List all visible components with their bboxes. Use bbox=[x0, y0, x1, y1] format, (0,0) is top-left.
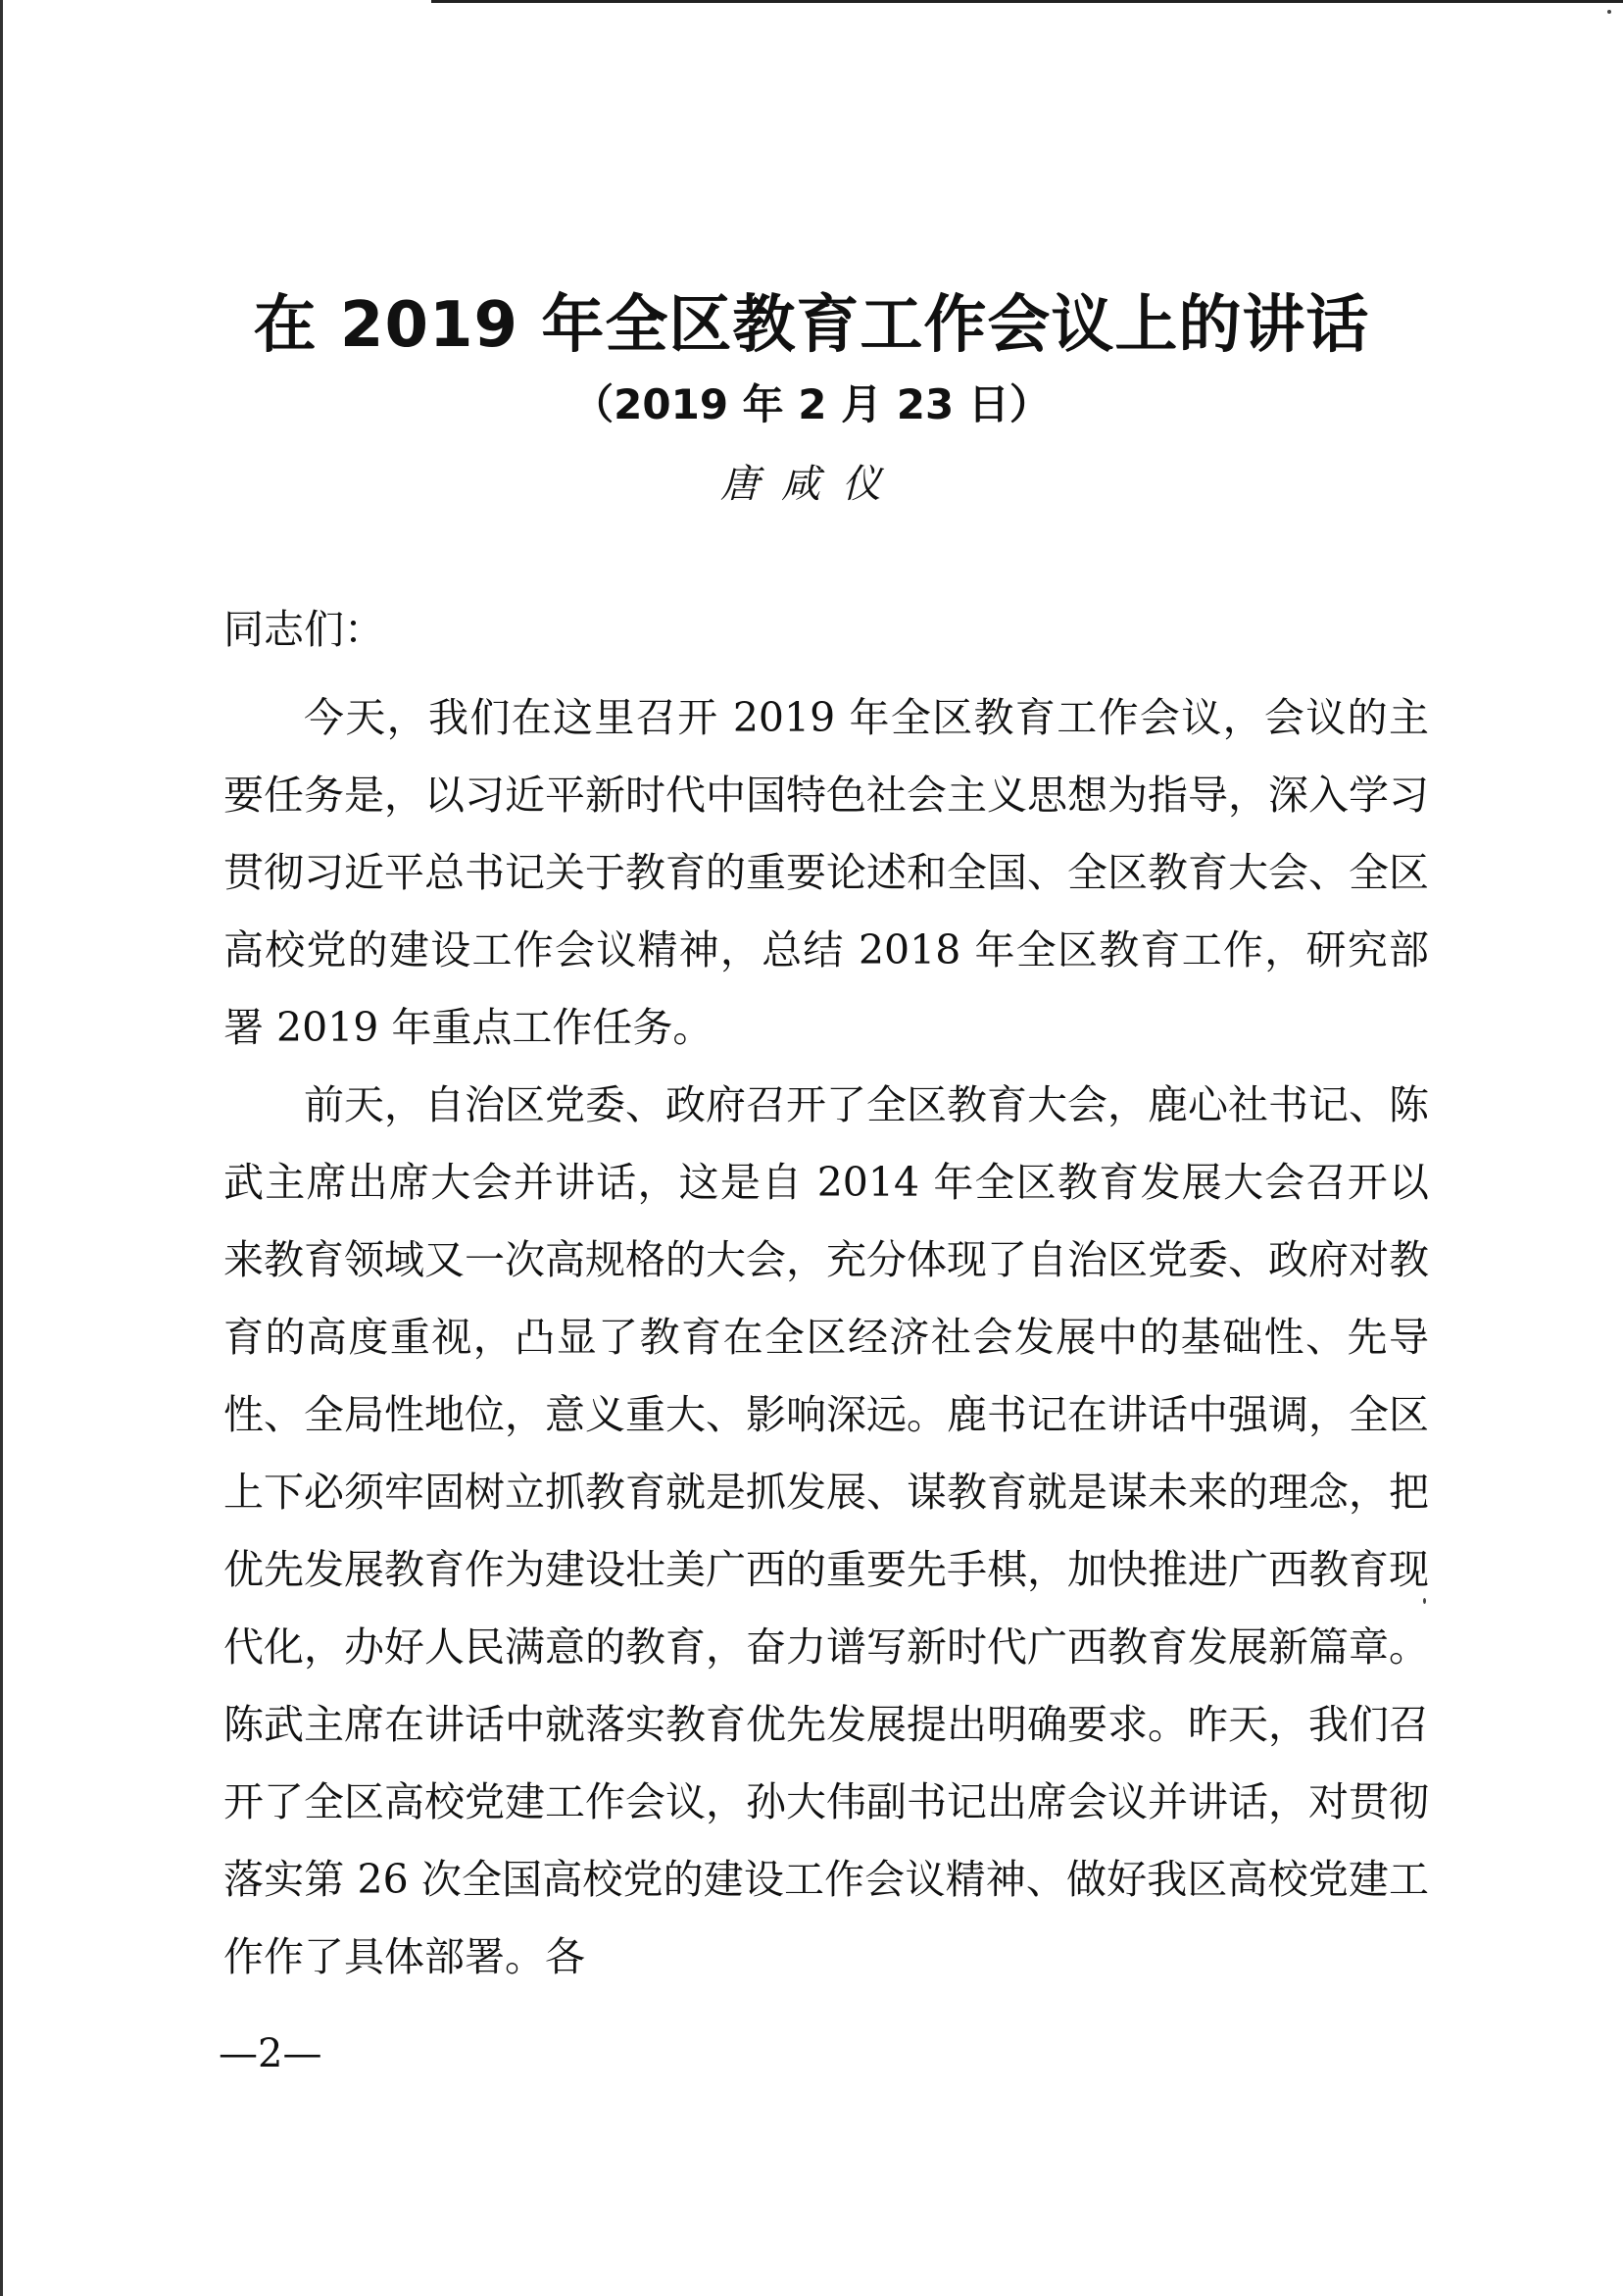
scan-speck bbox=[1607, 10, 1611, 14]
salutation: 同志们： bbox=[223, 606, 384, 653]
document-title: 在 2019 年全区教育工作会议上的讲话 bbox=[253, 289, 1370, 362]
body-text bbox=[223, 679, 1429, 1996]
paragraph: 前天，自治区党委、政府召开了全区教育大会，鹿心社书记、陈武主席出席大会并讲话，这是自 2014 年全区教育发展大会召开以来教育领域又一次高规格的大会，充分体现了自治区党委、政府对教育的高度重视，凸显了教育在全区经济社会发展中的基础性、先导性、全局性地位，意义重大、影响深远。鹿书记在讲话中强调，全区上下必须牢固树立抓教育就是抓发展、谋教育就是谋未来的理念，把优先发展教育作为建设壮美广西的重要先手棋，加快推进广西教育现代化，办好人民满意的教育，奋力谱写新时代广西教育发展新篇章。陈武主席在讲话中就落实教育优先发展提出明确要求。昨天，我们召开了全区高校党建工作会议，孙大伟副书记出席会议并讲话，对贯彻落实第 26 次全国高校党的建设工作会议精神、做好我区高校党建工作作了具体部署。各 bbox=[223, 1081, 1429, 1980]
document-author: 唐咸仪 bbox=[720, 462, 903, 507]
scan-edge-line bbox=[431, 0, 1623, 3]
document-date: （2019 年 2 月 23 日） bbox=[572, 380, 1051, 428]
page-number: —2— bbox=[219, 2031, 322, 2076]
paragraph: 今天，我们在这里召开 2019 年全区教育工作会议，会议的主要任务是，以习近平新时代中国特色社会主义思想为指导，深入学习贯彻习近平总书记关于教育的重要论述和全国、全区教育大会、全区高校党的建设工作会议精神，总结 2018 年全区教育工作，研究部署 2019 年重点工作任务。 bbox=[223, 694, 1429, 1051]
